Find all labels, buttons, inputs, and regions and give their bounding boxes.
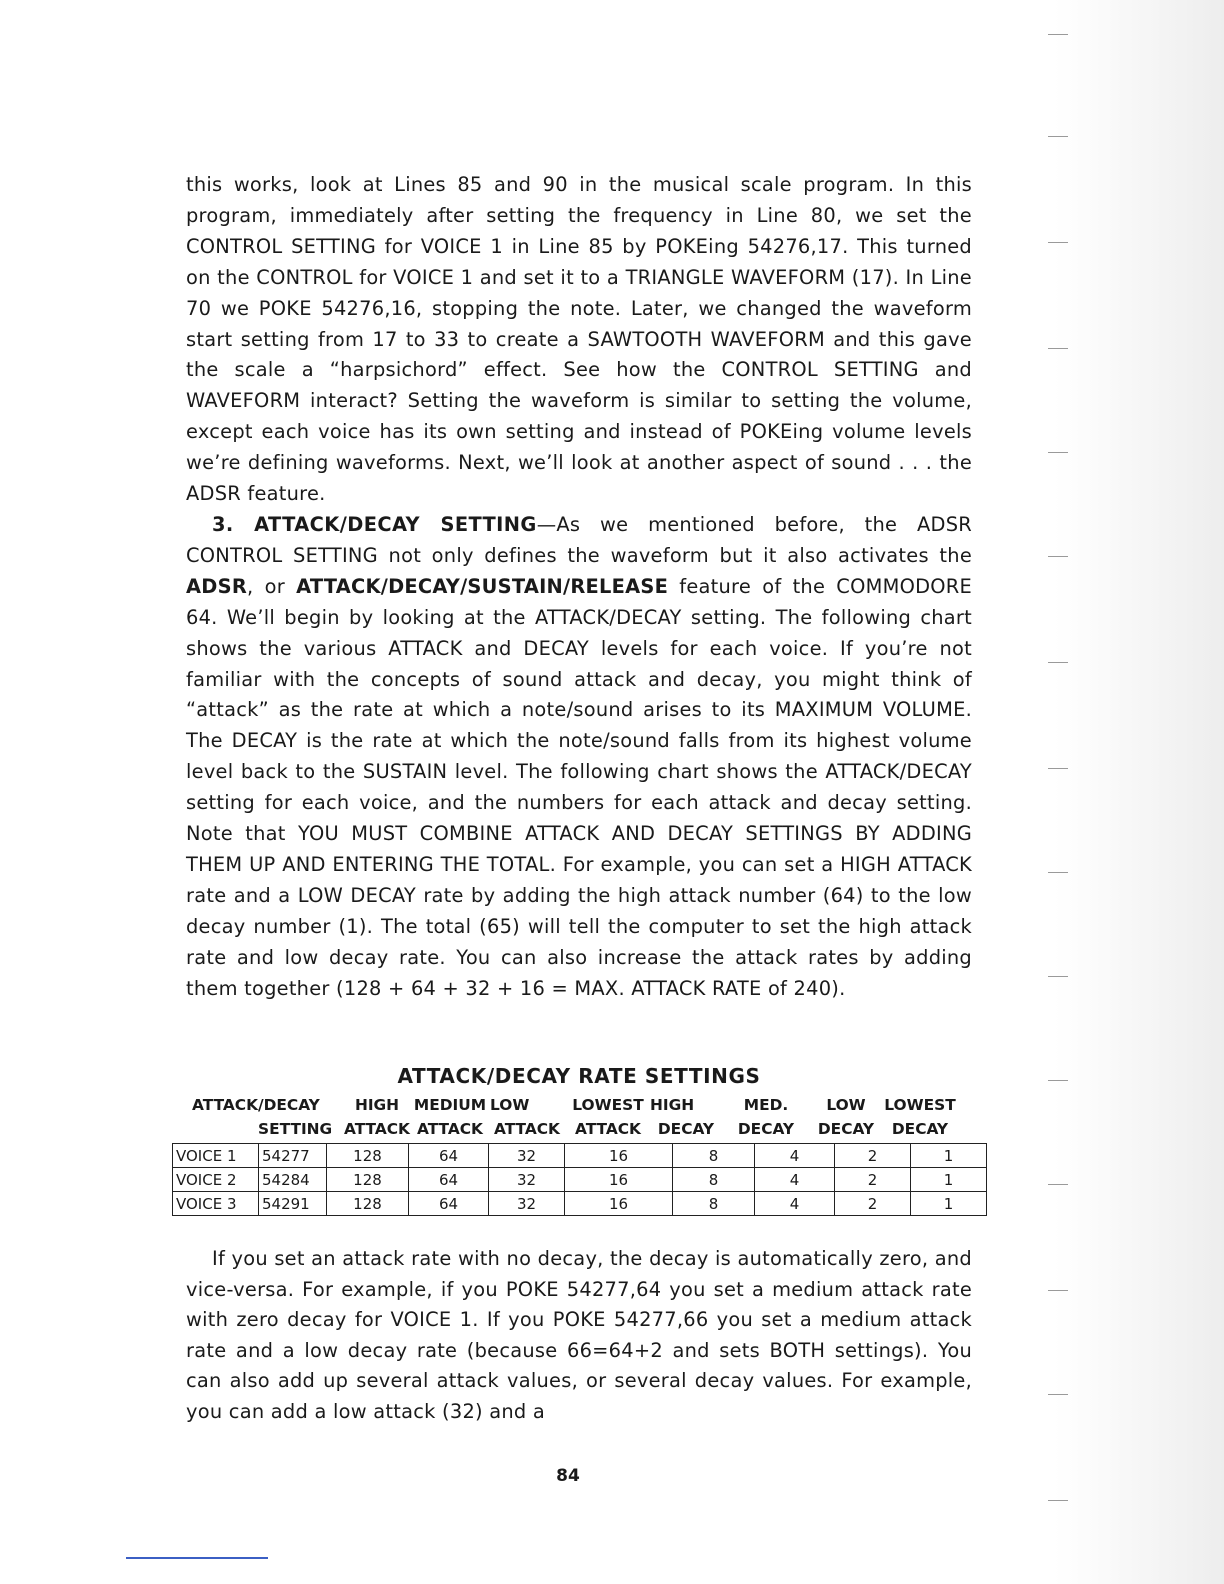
margin-mark [1048, 242, 1068, 243]
header-line1: LOW [490, 1096, 530, 1114]
value-cell: 4 [755, 1192, 835, 1216]
table-column-headers [172, 1093, 962, 1145]
margin-mark [1048, 872, 1068, 873]
header-med-decay [730, 1093, 802, 1141]
value-cell: 4 [755, 1144, 835, 1168]
header-line1: HIGH [650, 1096, 695, 1114]
setting-cell: 54277 [259, 1144, 327, 1168]
header-line1: LOWEST [572, 1096, 644, 1114]
header-line2: ATTACK [574, 1120, 641, 1138]
header-medium-attack [408, 1093, 492, 1141]
table-title: ATTACK/DECAY RATE SETTINGS [397, 1064, 761, 1088]
footer-rule [126, 1557, 268, 1559]
header-line1: MEDIUM [413, 1096, 487, 1114]
header-line2: SETTING [258, 1120, 333, 1138]
value-cell: 64 [409, 1192, 489, 1216]
margin-mark [1048, 1290, 1068, 1291]
voice-cell: VOICE 3 [173, 1192, 259, 1216]
value-cell: 1 [911, 1144, 987, 1168]
header-lowest-attack [568, 1093, 648, 1141]
header-low-decay [810, 1093, 882, 1141]
margin-mark [1048, 1500, 1068, 1501]
value-cell: 16 [565, 1144, 673, 1168]
body-text-upper [186, 170, 972, 1004]
table-body [173, 1144, 987, 1216]
margin-mark [1048, 1080, 1068, 1081]
header-high-attack [340, 1093, 414, 1141]
value-cell: 8 [673, 1192, 755, 1216]
header-line1: ATTACK/DECAY [192, 1096, 320, 1114]
voice-cell: VOICE 2 [173, 1168, 259, 1192]
page-number: 84 [556, 1466, 580, 1486]
value-cell: 128 [327, 1168, 409, 1192]
header-high-decay [650, 1093, 722, 1141]
value-cell: 8 [673, 1168, 755, 1192]
table-row [173, 1192, 987, 1216]
value-cell: 128 [327, 1192, 409, 1216]
value-cell: 16 [565, 1168, 673, 1192]
setting-cell: 54284 [259, 1168, 327, 1192]
value-cell: 1 [911, 1192, 987, 1216]
value-cell: 16 [565, 1192, 673, 1216]
margin-mark [1048, 34, 1068, 35]
closing-paragraph: If you set an attack rate with no decay, the decay is automatically zero, and vice-versa. For example, if you POKE 54277,64 you set a medium attack rate with zero decay for VOICE 1. If you POKE 54277,66 you set a medium attack rate and a low decay rate (because 66=64+2 and sets BOTH settings). You can also add up several attack values, or several decay values. For example, you can add a low attack (32) and a [186, 1247, 972, 1423]
margin-mark [1048, 1394, 1068, 1395]
value-cell: 1 [911, 1168, 987, 1192]
header-line2: ATTACK [343, 1120, 410, 1138]
intro-paragraph: this works, look at Lines 85 and 90 in the musical scale program. In this program, immediately after setting the frequency in Line 80, we set the CONTROL SETTING for VOICE 1 in Line 85 by POKEing 54276,17. This turned on the CONTROL for VOICE 1 and set it to a TRIANGLE WAVEFORM (17). In Line 70 we POKE 54276,16, stopping the note. Later, we changed the waveform start setting from 17 to 33 to create a SAWTOOTH WAVEFORM and this gave the scale a “harpsichord” effect. See how the CONTROL SETTING and WAVEFORM interact? Setting the waveform is similar to setting the volume, except each voice has its own setting and instead of POKEing volume levels we’re defining waveforms. Next, we’ll look at another aspect of sound . . . the ADSR feature. [186, 173, 972, 506]
header-line1: HIGH [354, 1096, 400, 1114]
table-row [173, 1168, 987, 1192]
value-cell: 32 [489, 1168, 565, 1192]
header-attack-decay-setting [172, 1093, 333, 1141]
voice-cell: VOICE 1 [173, 1144, 259, 1168]
header-line2: DECAY [657, 1120, 715, 1138]
value-cell: 2 [835, 1192, 911, 1216]
header-line1: LOW [826, 1096, 866, 1114]
margin-mark [1048, 1184, 1068, 1185]
table-row [173, 1144, 987, 1168]
margin-mark [1048, 348, 1068, 349]
header-line2: DECAY [737, 1120, 795, 1138]
margin-mark [1048, 556, 1068, 557]
section-3-text-a: —As we mentioned before, the ADSR CONTROL SETTING not only defines the waveform but it also activates the [186, 512, 972, 567]
margin-mark [1048, 136, 1068, 137]
section-3-text-b: , or [247, 574, 297, 598]
attack-decay-table [172, 1143, 987, 1216]
section-3-paragraph [186, 510, 972, 1005]
value-cell: 128 [327, 1144, 409, 1168]
setting-cell: 54291 [259, 1192, 327, 1216]
header-line2: ATTACK [416, 1120, 483, 1138]
header-line1: LOWEST [884, 1096, 956, 1114]
value-cell: 64 [409, 1144, 489, 1168]
margin-mark [1048, 662, 1068, 663]
header-line2: DECAY [817, 1120, 875, 1138]
header-line1: MED. [743, 1096, 789, 1114]
margin-mark [1048, 768, 1068, 769]
value-cell: 2 [835, 1168, 911, 1192]
body-text-lower [186, 1244, 972, 1428]
header-lowest-decay [880, 1093, 960, 1141]
scan-edge-shading [1054, 0, 1224, 1584]
section-3-heading: 3. ATTACK/DECAY SETTING [212, 512, 537, 536]
adsr-bold-term: ADSR [186, 574, 247, 598]
header-line2: DECAY [891, 1120, 949, 1138]
value-cell: 64 [409, 1168, 489, 1192]
value-cell: 8 [673, 1144, 755, 1168]
header-line2: ATTACK [493, 1120, 560, 1138]
value-cell: 32 [489, 1144, 565, 1168]
section-3-text-c: feature of the COMMODORE 64. We’ll begin by looking at the ATTACK/DECAY setting. The following chart shows the various ATTACK and DECAY levels for each voice. If you’re not familiar with the concepts of sound attack and decay, you might think of “attack” as the rate at which a note/sound arises to its MAXIMUM VOLUME. The DECAY is the rate at which the note/sound falls from its highest volume level back to the SUSTAIN level. The following chart shows the ATTACK/DECAY setting for each voice, and the numbers for each attack and decay setting. Note that YOU MUST COMBINE ATTACK AND DECAY SETTINGS BY ADDING THEM UP AND ENTERING THE TOTAL. For example, you can set a HIGH ATTACK rate and a LOW DECAY rate by adding the high attack number (64) to the low decay number (1). The total (65) will tell the computer to set the high attack rate and low decay rate. You can also increase the attack rates by adding them together (128 + 64 + 32 + 16 = MAX. ATTACK RATE of 240). [186, 574, 972, 1000]
margin-mark [1048, 452, 1068, 453]
value-cell: 32 [489, 1192, 565, 1216]
value-cell: 2 [835, 1144, 911, 1168]
adsr-full-bold-term: ATTACK/DECAY/SUSTAIN/RELEASE [296, 574, 669, 598]
header-low-attack [490, 1093, 564, 1141]
margin-mark [1048, 976, 1068, 977]
value-cell: 4 [755, 1168, 835, 1192]
